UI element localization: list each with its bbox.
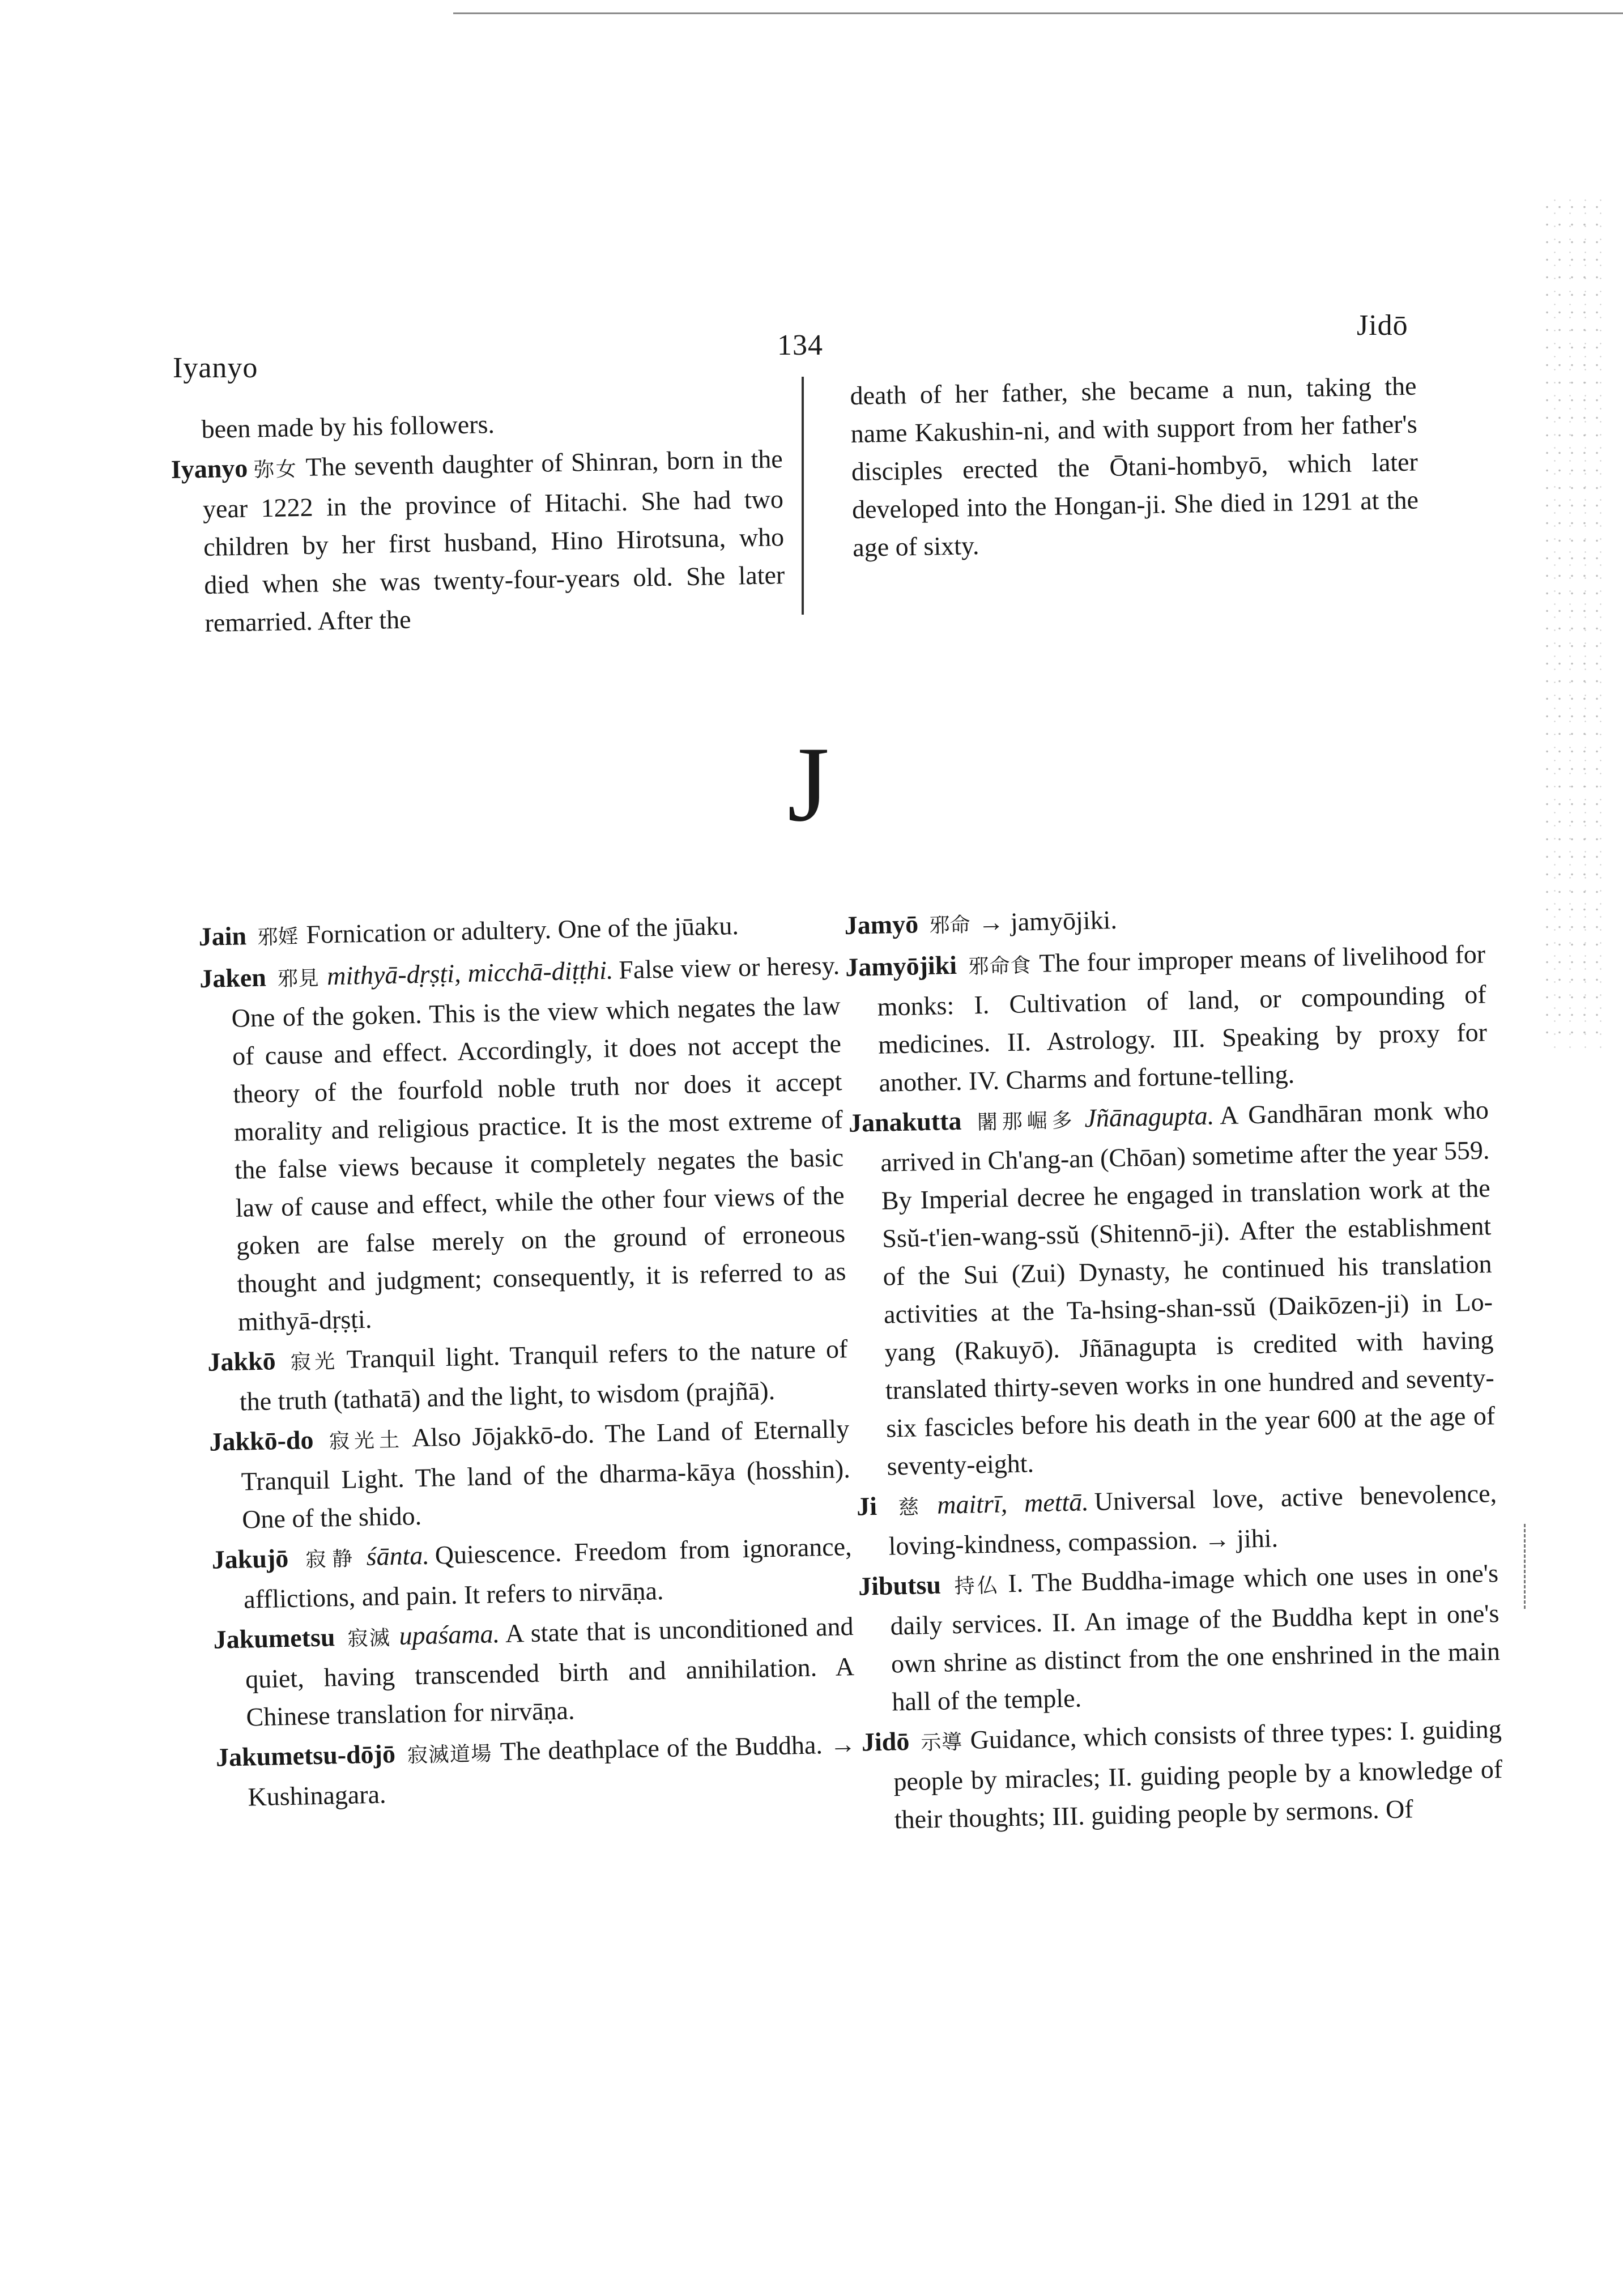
entry-kanji: 持仏 [954, 1574, 1000, 1599]
dictionary-entry [856, 1474, 1498, 1566]
entry-kanji: 邪婬 [257, 925, 299, 949]
entry-definition: Universal love, active benevolence, loving-kindness, compassion. → jihi. [888, 1479, 1497, 1561]
page-number: 134 [777, 329, 823, 361]
entry-kanji: 弥女 [252, 458, 299, 482]
entry-headword: Ji [856, 1492, 877, 1521]
dictionary-entry [215, 1725, 857, 1817]
entry-headword: Jakumetsu-dōjō [215, 1739, 396, 1772]
entry-kanji: 寂光 [290, 1349, 339, 1374]
scan-mark [1524, 1524, 1526, 1609]
entry-definition: → jamyōjiki. [977, 905, 1118, 938]
entry-headword: Janakutta [848, 1106, 962, 1138]
entry-sanskrit: śānta. [366, 1540, 430, 1571]
entry-definition: The deathplace of the Buddha. → Kushinagara. [247, 1730, 857, 1812]
top-rule [453, 12, 1623, 14]
entry-headword: Jibutsu [858, 1570, 942, 1601]
entry-kanji: 示導 [921, 1730, 963, 1755]
entry-sanskrit: upaśama. [398, 1619, 500, 1650]
dictionary-entry [207, 1330, 849, 1421]
column-divider [802, 377, 804, 615]
entry-kanji: 寂静 [305, 1547, 359, 1572]
dictionary-entry [213, 1607, 855, 1737]
entry-headword: Jain [198, 921, 247, 951]
entry-headword: Jamyō [844, 909, 919, 940]
top-left-column [170, 400, 786, 644]
entry-kanji: 慈 [898, 1496, 930, 1520]
continuation-text: been made by his followers. [201, 410, 495, 444]
entry-headword: Jidō [861, 1726, 910, 1757]
entry-headword: Jakkō [207, 1346, 276, 1377]
entry-definition: I. The Buddha-image which one uses in one's daily services. II. An image of the Buddha kept in one's own shrine as distinct from the one enshrined in the main hall of the temple. [890, 1558, 1501, 1716]
entry-kanji: 邪見 [277, 966, 320, 991]
entry-kanji: 邪命食 [968, 954, 1032, 979]
entry-kanji: 寂滅道場 [407, 1742, 493, 1767]
dictionary-entry [861, 1710, 1503, 1839]
section-letter: J [787, 725, 829, 844]
entry-kanji: 闍那崛多 [977, 1109, 1077, 1135]
dictionary-entry [171, 440, 786, 642]
right-column [844, 893, 1503, 1841]
entry-definition: The seventh daughter of Shinran, born in the year 1222 in the province of Hitachi. She had two children by her first husband, Hino Hirotsuna, who died when she was twenty-four-years old. She later remarried. After the [202, 444, 785, 637]
entry-definition: Also Jōjakkō-do. The Land of Eternally Tranquil Light. The land of the dharma-kāya (hosshin). One of the shido. [241, 1414, 851, 1534]
entry-kanji: 寂滅 [347, 1626, 392, 1651]
dictionary-entry [845, 935, 1488, 1102]
entry-sanskrit: maitrī, mettā. [936, 1487, 1089, 1519]
entry-definition: A Gandhāran monk who arrived in Ch'ang-an (Chōan) sometime after the year 559. By Imperial decree he engaged in translation work at the Ssŭ-t'ien-wang-ssŭ (Shitennō-ji). After the establishment of the Sui (Zui) Dynasty, he continued his translation activities at the Ta-hsing-shan-ssŭ (Daikōzen-ji) in Lo-yang (Rakuyō). Jñānagupta is credited with having translated thirty-seven works in one hundred and seventy-six fascicles before his death in the year 600 at the age of seventy-eight. [880, 1095, 1496, 1481]
entry-definition: The four improper means of livelihood for monks: I. Cultivation of land, or compounding of medicines. II. Astrology. III. Speaking by proxy for another. IV. Charms and fortune-telling. [877, 939, 1488, 1097]
entry-kanji: 邪命 [929, 913, 971, 938]
dictionary-entry [858, 1554, 1501, 1722]
entry-definition: Fornication or adultery. One of the jūaku. [306, 911, 739, 949]
entry-headword: Jaken [199, 962, 267, 993]
entry-definition: False view or heresy. One of the goken. This is the view which negates the law of cause and effect. Accordingly, it does not accept the theory of the fourfold noble truth nor does it accept morality and religious practice. It is the most extreme of the false views because it completely negates the basic law of cause and effect, while the other four views of the goken are false merely on the ground of erroneous thought and judgment; consequently, it is referred to as mithyā-dṛṣṭi. [231, 951, 846, 1336]
entry-sanskrit: mithyā-dṛṣṭi, micchā-diṭṭhi. [326, 955, 614, 991]
entry-definition: Tranquil light. Tranquil refers to the nature of the truth (tathatā) and the light, to wisdom (prajñā). [239, 1334, 848, 1416]
dictionary-entry [199, 946, 847, 1341]
entry-kanji: 寂光土 [329, 1428, 404, 1454]
entry-definition: Guidance, which consists of three types: I. guiding people by miracles; II. guiding people by a knowledge of their thoughts; III. guiding people by sermons. Of [893, 1714, 1503, 1834]
dictionary-entry [848, 1091, 1496, 1486]
running-head-left: Iyanyo [173, 352, 258, 384]
entry-headword: Iyanyo [171, 453, 248, 484]
entry-headword: Jakujō [211, 1543, 289, 1574]
top-right-column [850, 367, 1420, 568]
left-column [198, 904, 857, 1818]
entry-headword: Jakumetsu [213, 1622, 335, 1654]
dictionary-entry [209, 1409, 851, 1539]
entry-headword: Jamyōjiki [845, 950, 957, 982]
dictionary-entry [211, 1527, 853, 1619]
entry-definition: Quiescence. Freedom from ignorance, afflictions, and pain. It refers to nirvāṇa. [243, 1532, 853, 1614]
entry-sanskrit: Jñānagupta. [1084, 1101, 1215, 1133]
entry-headword: Jakkō-do [208, 1425, 314, 1456]
entry-definition: A state that is unconditioned and quiet, having transcended birth and annihilation. A Chinese translation for nirvāṇa. [245, 1612, 855, 1732]
scan-noise [1541, 198, 1603, 1048]
running-head-right: Jidō [1357, 309, 1408, 342]
continuation-text: death of her father, she became a nun, taking the name Kakushin-ni, and with support from her father's disciples erected the Ōtani-hombyō, which later developed into the Hongan-ji. She died in 1291 at the age of sixty. [850, 371, 1419, 562]
